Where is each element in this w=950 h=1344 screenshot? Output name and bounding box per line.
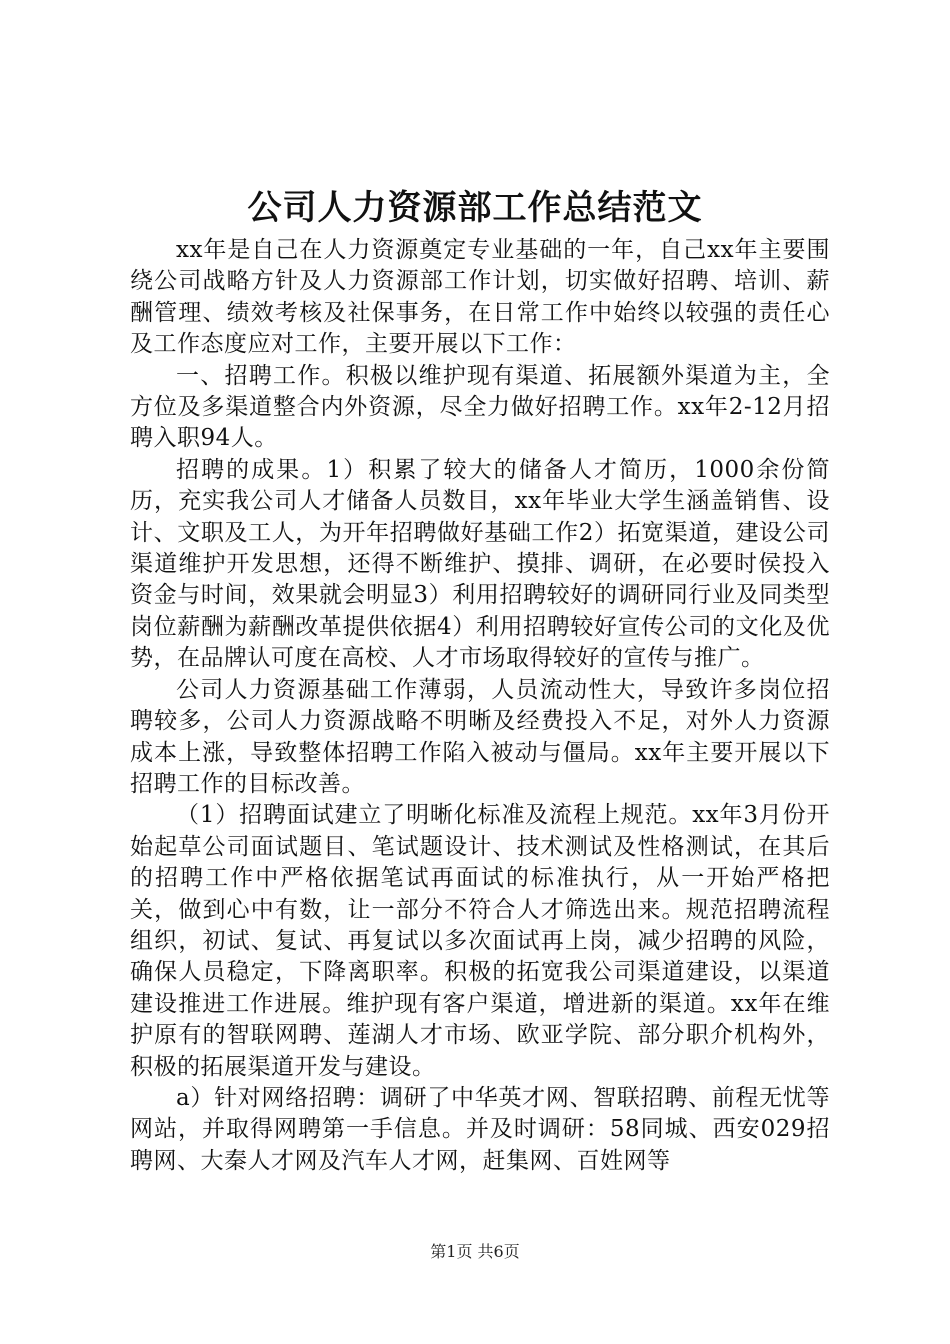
document-body <box>130 235 830 1177</box>
page-footer: 第1页 共6页 <box>430 1242 520 1261</box>
paragraph: 一、招聘工作。积极以维护现有渠道、拓展额外渠道为主，全方位及多渠道整合内外资源，尽全力做好招聘工作。xx年2-12月招聘入职94人。 <box>130 362 830 452</box>
paragraph: a）针对网络招聘：调研了中华英才网、智联招聘、前程无忧等网站，并取得网聘第一手信息。并及时调研：58同城、西安029招聘网、大秦人才网及汽车人才网，赶集网、百姓网等 <box>130 1084 830 1174</box>
paragraph: （1）招聘面试建立了明晰化标准及流程上规范。xx年3月份开始起草公司面试题目、笔试题设计、技术测试及性格测试，在其后的招聘工作中严格依据笔试再面试的标准执行，从一开始严格把关，做到心中有数，让一部分不符合人才筛选出来。规范招聘流程组织，初试、复试、再复试以多次面试再上岗，减少招聘的风险，确保人员稳定，下降离职率。积极的拓宽我公司渠道建设，以渠道建设推进工作进展。维护现有客户渠道，增进新的渠道。xx年在维护原有的智联网聘、莲湖人才市场、欧亚学院、部分职介机构外，积极的拓展渠道开发与建设。 <box>130 802 830 1080</box>
paragraph: 公司人力资源基础工作薄弱，人员流动性大，导致许多岗位招聘较多，公司人力资源战略不明晰及经费投入不足，对外人力资源成本上涨，导致整体招聘工作陷入被动与僵局。xx年主要开展以下招聘工作的目标改善。 <box>130 676 830 797</box>
paragraph: xx年是自己在人力资源奠定专业基础的一年，自己xx年主要围绕公司战略方针及人力资源部工作计划，切实做好招聘、培训、薪酬管理、绩效考核及社保事务，在日常工作中始终以较强的责任心及工作态度应对工作，主要开展以下工作： <box>130 237 830 358</box>
document-title: 公司人力资源部工作总结范文 <box>247 188 703 228</box>
paragraph: 招聘的成果。1）积累了较大的储备人才简历，1000余份简历，充实我公司人才储备人员数目，xx年毕业大学生涵盖销售、设计、文职及工人，为开年招聘做好基础工作2）拓宽渠道，建设公司渠道维护开发思想，还得不断维护、摸排、调研，在必要时侯投入资金与时间，效果就会明显3）利用招聘较好的调研同行业及同类型岗位薪酬为薪酬改革提供依据4）利用招聘较好宣传公司的文化及优势，在品牌认可度在高校、人才市场取得较好的宣传与推广。 <box>130 456 830 672</box>
